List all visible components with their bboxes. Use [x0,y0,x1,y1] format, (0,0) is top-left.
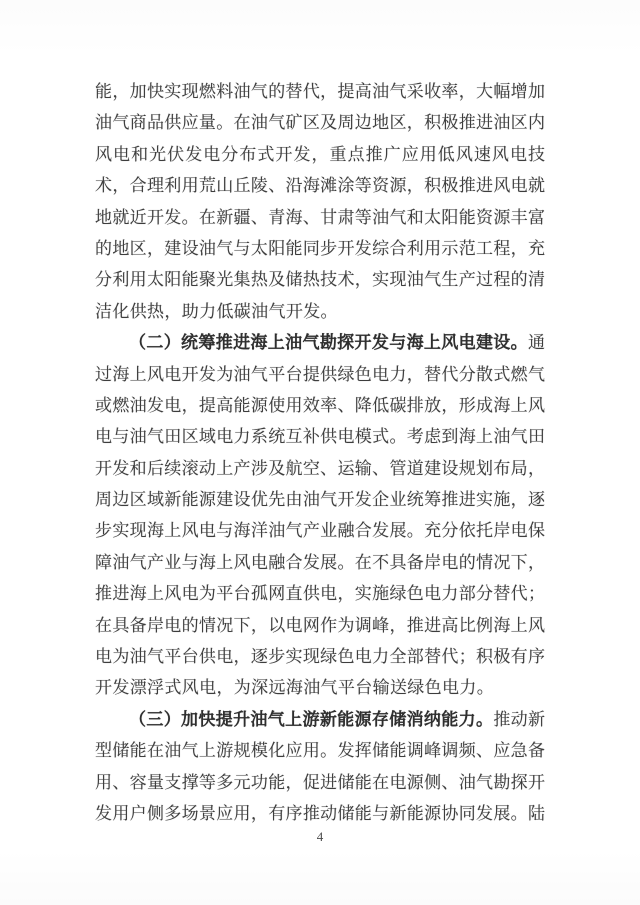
text-line: 型储能在油气上游规模化应用。发挥储能调峰调频、应急备 [95,741,545,761]
text-line: 地就近开发。在新疆、青海、甘肃等油气和太阳能资源丰富 [95,207,545,227]
text-line: 洁化供热，助力低碳油气开发。 [95,301,338,321]
section-2-body-start: 通 [528,333,545,353]
page-number: 4 [316,829,324,844]
text-line: 的地区，建设油气与太阳能同步开发综合利用示范工程，充 [95,238,545,258]
text-line: 步实现海上风电与海洋油气产业融合发展。充分依托岸电保 [95,521,545,541]
text-line: 发用户侧多场景应用，有序推动储能与新能源协同发展。陆 [95,803,545,823]
text-line: 风电和光伏发电分布式开发，重点推广应用低风速风电技 [95,144,545,164]
section-heading-2: （二）统筹推进海上油气勘探开发与海上风电建设。 [129,333,528,353]
document-text-block [95,76,545,829]
text-line [95,704,545,735]
text-line: 术，合理利用荒山丘陵、沿海滩涂等资源，积极推进风电就 [95,176,545,196]
text-line: 周边区域新能源建设优先由油气开发企业统筹推进实施，逐 [95,490,545,510]
text-line: 能，加快实现燃料油气的替代，提高油气采收率，大幅增加 [95,82,545,101]
text-line: 用、容量支撑等多元功能，促进储能在电源侧、油气勘探开 [95,772,545,792]
text-line: 推进海上风电为平台孤网直供电，实施绿色电力部分替代； [95,584,545,604]
text-line: 过海上风电开发为油气平台提供绿色电力，替代分散式燃气 [95,364,545,384]
text-line: 障油气产业与海上风电融合发展。在不具备岸电的情况下， [95,552,545,572]
text-line: 开发漂浮式风电，为深远海油气平台输送绿色电力。 [95,678,495,698]
text-line: 开发和后续滚动上产涉及航空、运输、管道建设规划布局， [95,458,545,478]
text-line: 油气商品供应量。在油气矿区及周边地区，积极推进油区内 [95,113,545,133]
text-line [95,327,545,358]
text-line: 分利用太阳能聚光集热及储热技术，实现油气生产过程的清 [95,270,545,290]
text-line: 电为油气平台供电，逐步实现绿色电力全部替代；积极有序 [95,647,545,667]
text-line: 电与油气田区域电力系统互补供电模式。考虑到海上油气田 [95,427,545,447]
section-heading-3: （三）加快提升油气上游新能源存储消纳能力。 [129,709,494,729]
text-line: 或燃油发电，提高能源使用效率、降低碳排放，形成海上风 [95,395,545,415]
text-line: 在具备岸电的情况下，以电网作为调峰，推进高比例海上风 [95,615,545,635]
section-3-body-start: 推动新 [493,709,546,729]
